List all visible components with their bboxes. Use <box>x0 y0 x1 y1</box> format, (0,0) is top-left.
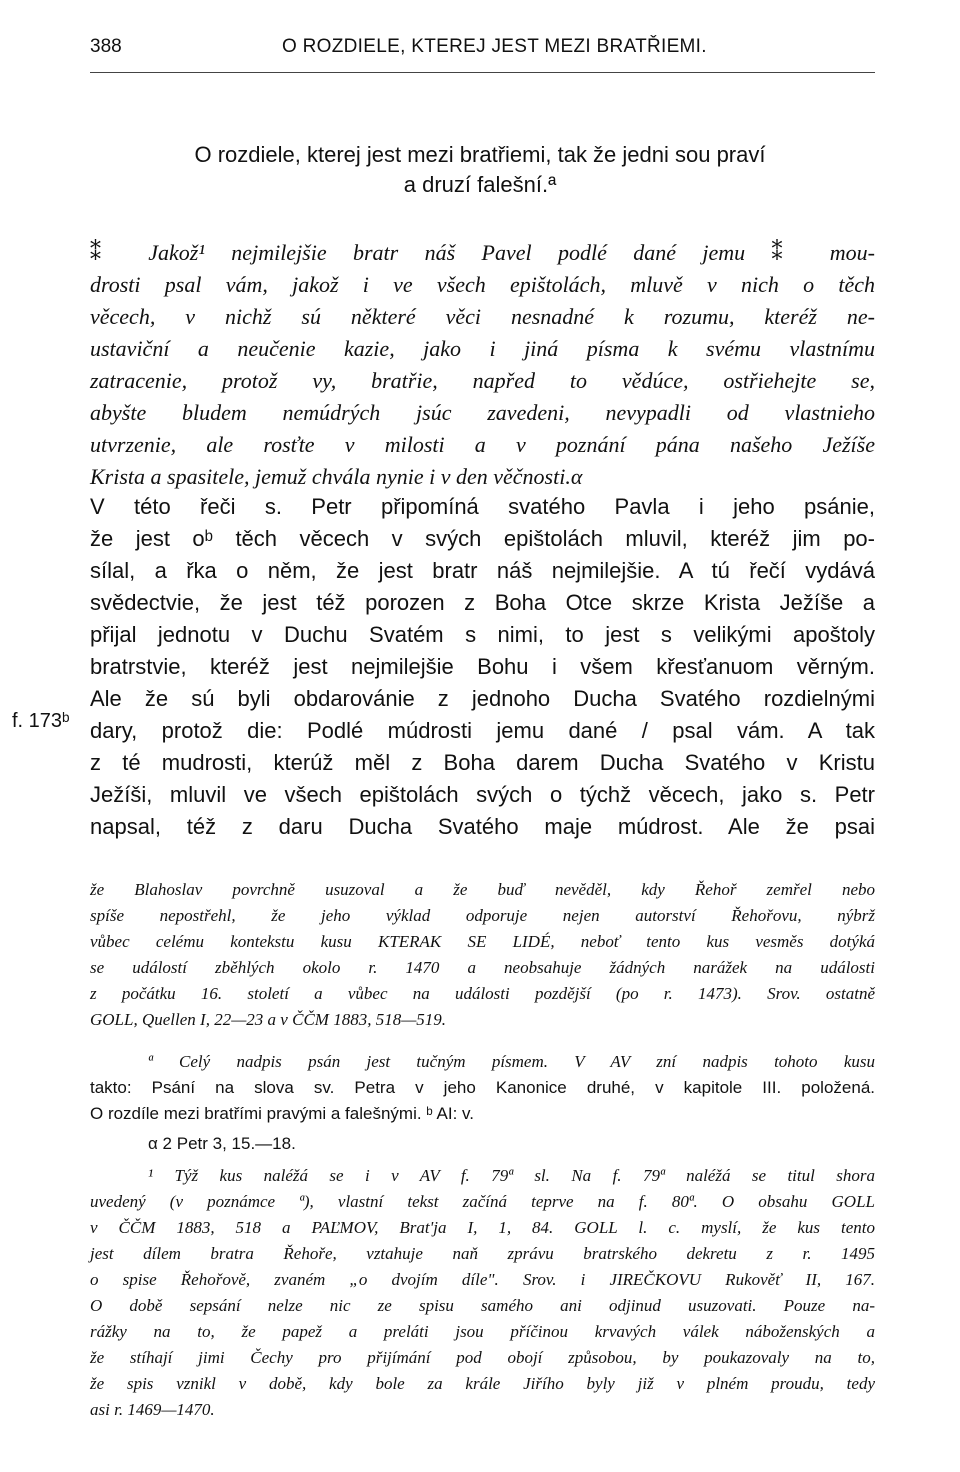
scripture-line: drosti psal vám, jakož i ve všech epištolách, mluvě v nich o těch <box>90 272 875 297</box>
footnote-line: se událostí zběhlých okolo r. 1470 a neobsahuje žádných narážek na události <box>90 958 875 977</box>
folio-margin-note: f. 173ᵇ <box>12 710 70 732</box>
footnote-1-line: že stíhají jimi Čechy pro přijímání pod obojí způsobou, by poukazovaly na to, <box>90 1348 875 1367</box>
body-line: napsal, též z daru Ducha Svatého maje múdrost. Ale že psai <box>90 814 875 839</box>
title-line: a druzí falešní.ª <box>403 172 557 197</box>
footnote-1-line: o spise Řehořově, zvaném „o dvojím díle". Srov. i JIREČKOVU Rukověť II, 167. <box>90 1270 875 1289</box>
scripture-line: Krista a spasitele, jemuž chvála nynie i v den věčnosti.α <box>90 464 583 489</box>
footnote-1-line: jest dílem bratra Řehoře, vztahuje naň zprávu bratrského dekretu z r. 1495 <box>90 1244 875 1263</box>
scripture-line: utvrzenie, ale rosťte v milosti a v poznání pána našeho Ježíše <box>90 432 875 457</box>
footnote-line: že Blahoslav povrchně usuzoval a že buď nevěděl, kdy Řehoř zemřel nebo <box>90 880 875 899</box>
running-header <box>90 36 880 66</box>
footnote-line: GOLL, Quellen I, 22—23 a v ČČM 1883, 518—519. <box>90 1010 447 1029</box>
scripture-line: abyšte bludem nemúdrých jsúc zavedeni, nevypadli od vlastnieho <box>90 400 875 425</box>
scripture-line: ⁑ Jakož¹ nejmilejšie bratr náš Pavel podlé dané jemu ⁑ mou- <box>90 240 875 265</box>
footnote-1-line: O době sepsání nelze nic ze spisu samého ani odjinud usuzovati. Pouze na- <box>90 1296 875 1315</box>
scripture-line: věcech, v nichž sú některé věci nesnadné k rozumu, kteréž ne- <box>90 304 875 329</box>
body-line: V této řeči s. Petr připomíná svatého Pavla i jeho psánie, <box>90 494 875 519</box>
footnote-1-line: asi r. 1469—1470. <box>90 1400 215 1419</box>
footnote-alpha: α 2 Petr 3, 15.—18. <box>148 1134 296 1153</box>
page-number: 388 <box>90 36 122 57</box>
footnote-1-line: ¹ Týž kus naléžá se i v AV f. 79ª sl. Na f. 79ª naléžá se titul shora <box>148 1166 875 1185</box>
body-line: Ale že sú byli obdarovánie z jednoho Ducha Svatého rozdielnými <box>90 686 875 711</box>
scripture-line: zatracenie, protož vy, bratřie, napřed to vědúce, ostřiehejte se, <box>90 368 875 393</box>
header-rule <box>90 72 875 73</box>
footnote-a-line: O rozdíle mezi bratřími pravými a falešnými. ᵇ AI: v. <box>90 1104 474 1123</box>
running-title: O ROZDIELE, KTEREJ JEST MEZI BRATŘIEMI. <box>282 36 707 57</box>
footnote-1-line: v ČČM 1883, 518 a PAĽMOV, Brat'ja I, 1, 84. GOLL l. c. myslí, že kus tento <box>90 1218 875 1237</box>
body-line: bratrstvie, kteréž jest nejmilejšie Bohu i všem křesťanuom věrným. <box>90 654 875 679</box>
section-title <box>100 140 860 200</box>
scripture-line: ustaviční a neučenie kazie, jako i jiná písma k svému vlastnímu <box>90 336 875 361</box>
footnote-line: z počátku 16. století a vůbec na události pozdější (po r. 1473). Srov. ostatně <box>90 984 875 1003</box>
footnote-a-line: ª Celý nadpis psán jest tučným písmem. V AV zní nadpis tohoto kusu <box>148 1052 875 1071</box>
body-line: že jest oᵇ těch věcech v svých epištolách mluvil, kteréž jim po- <box>90 526 875 551</box>
body-line: přijal jednotu v Duchu Svatém s nimi, to jest s velikými apoštoly <box>90 622 875 647</box>
body-line: Ježíši, mluvil ve všech epištolách svých o týchž věcech, jako s. Petr <box>90 782 875 807</box>
footnote-a-line: takto: Psání na slova sv. Petra v jeho Kanonice druhé, v kapitole III. položená. <box>90 1078 875 1097</box>
footnote-1-line: uvedený (v poznámce ª), vlastní tekst začíná teprve na f. 80ª. O obsahu GOLL <box>90 1192 875 1211</box>
body-line: svědectvie, že jest též porozen z Boha Otce skrze Krista Ježíše a <box>90 590 875 615</box>
body-line: sílal, a řka o něm, že jest bratr náš nejmilejšie. A tú řečí vydává <box>90 558 875 583</box>
footnote-1-line: že spis vznikl v době, kdy bole za krále Jiřího byly již v plném proudu, tedy <box>90 1374 875 1393</box>
footnote-line: spíše nepostřehl, že jeho výklad odporuje nejen autorství Řehořovu, nýbrž <box>90 906 875 925</box>
body-line: dary, protož die: Podlé múdrosti jemu dané / psal vám. A tak <box>90 718 875 743</box>
footnote-1-line: rážky na to, že papež a preláti jsou příčinou krvavých válek náboženských a <box>90 1322 875 1341</box>
body-line: z té mudrosti, kterúž měl z Boha darem Ducha Svatého v Kristu <box>90 750 875 775</box>
title-line: O rozdiele, kterej jest mezi bratřiemi, tak že jedni sou praví <box>194 142 766 167</box>
footnote-line: vůbec celému kontekstu kusu KTERAK SE LIDÉ, neboť tento kus vesměs dotýká <box>90 932 875 951</box>
